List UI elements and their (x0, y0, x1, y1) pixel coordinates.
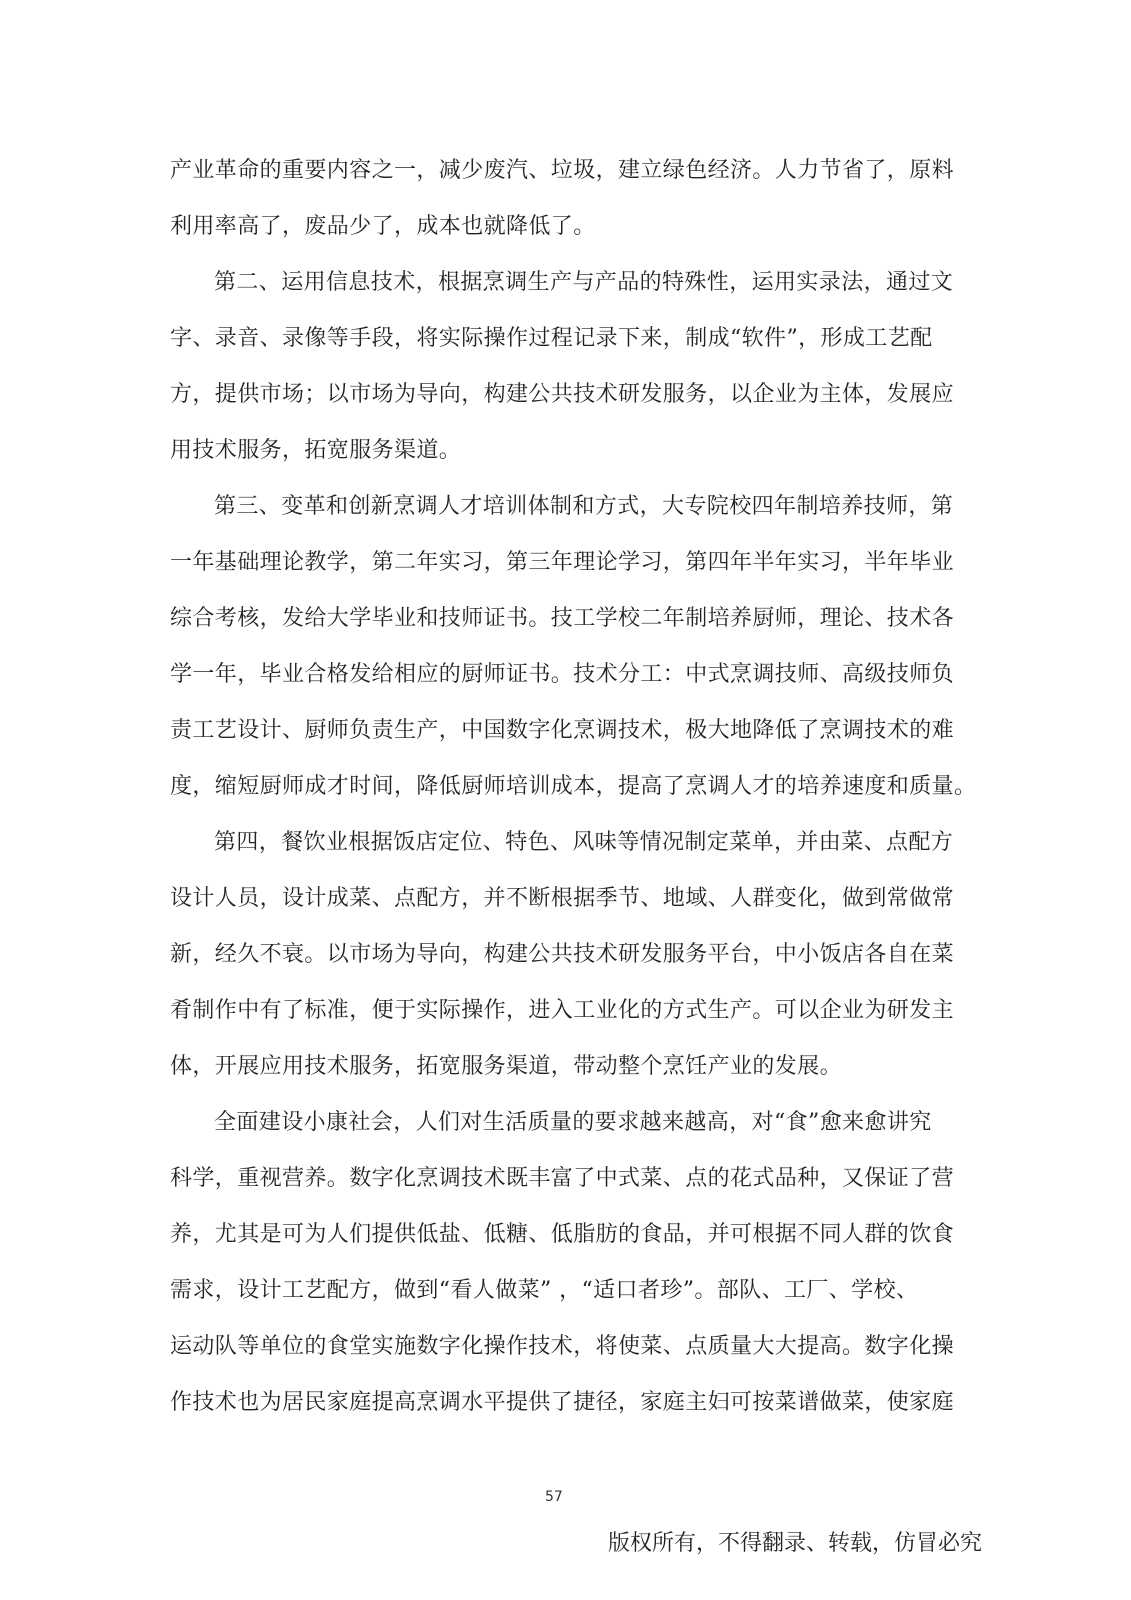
text-line: 设计人员，设计成菜、点配方，并不断根据季节、地域、人群变化，做到常做常 (170, 886, 955, 911)
text-line: 科学，重视营养。数字化烹调技术既丰富了中式菜、点的花式品种，又保证了营 (170, 1166, 955, 1191)
paragraph-start-line: 第四，餐饮业根据饭店定位、特色、风味等情况制定菜单，并由菜、点配方 (214, 830, 954, 855)
text-line: 度，缩短厨师成才时间，降低厨师培训成本，提高了烹调人才的培养速度和质量。 (170, 774, 977, 799)
paragraph-start-line: 第二、运用信息技术，根据烹调生产与产品的特殊性，运用实录法，通过文 (214, 270, 954, 295)
text-line: 综合考核，发给大学毕业和技师证书。技工学校二年制培养厨师，理论、技术各 (170, 606, 955, 631)
text-line: 字、录音、录像等手段，将实际操作过程记录下来，制成“软件”，形成工艺配 (170, 326, 933, 351)
text-line: 需求，设计工艺配方，做到“看人做菜” ，“适口者珍”。部队、工厂、学校、 (170, 1278, 919, 1303)
text-line: 体，开展应用技术服务，拓宽服务渠道，带动整个烹饪产业的发展。 (170, 1054, 843, 1079)
page-number: 57 (545, 1489, 563, 1505)
text-line: 方，提供市场；以市场为导向，构建公共技术研发服务，以企业为主体，发展应 (170, 382, 955, 407)
text-line: 新，经久不衰。以市场为导向，构建公共技术研发服务平台，中小饭店各自在菜 (170, 942, 955, 967)
text-line: 肴制作中有了标准，便于实际操作，进入工业化的方式生产。可以企业为研发主 (170, 998, 955, 1023)
text-line: 利用率高了，废品少了，成本也就降低了。 (170, 214, 596, 239)
text-line: 一年基础理论教学，第二年实习，第三年理论学习，第四年半年实习，半年毕业 (170, 550, 955, 575)
paragraph-start-line: 全面建设小康社会，人们对生活质量的要求越来越高，对“食”愈来愈讲究 (214, 1110, 932, 1135)
text-line: 运动队等单位的食堂实施数字化操作技术，将使菜、点质量大大提高。数字化操 (170, 1334, 955, 1359)
copyright-notice: 版权所有，不得翻录、转载，仿冒必究 (608, 1531, 983, 1556)
text-line: 产业革命的重要内容之一，减少废汽、垃圾，建立绿色经济。人力节省了，原料 (170, 158, 955, 183)
text-line: 作技术也为居民家庭提高烹调水平提供了捷径，家庭主妇可按菜谱做菜，使家庭 (170, 1390, 955, 1415)
text-line: 学一年，毕业合格发给相应的厨师证书。技术分工：中式烹调技师、高级技师负 (170, 662, 955, 687)
text-line: 用技术服务，拓宽服务渠道。 (170, 438, 462, 463)
paragraph-start-line: 第三、变革和创新烹调人才培训体制和方式，大专院校四年制培养技师，第 (214, 494, 954, 519)
text-line: 养，尤其是可为人们提供低盐、低糖、低脂肪的食品，并可根据不同人群的饮食 (170, 1222, 955, 1247)
text-line: 责工艺设计、厨师负责生产，中国数字化烹调技术，极大地降低了烹调技术的难 (170, 718, 955, 743)
